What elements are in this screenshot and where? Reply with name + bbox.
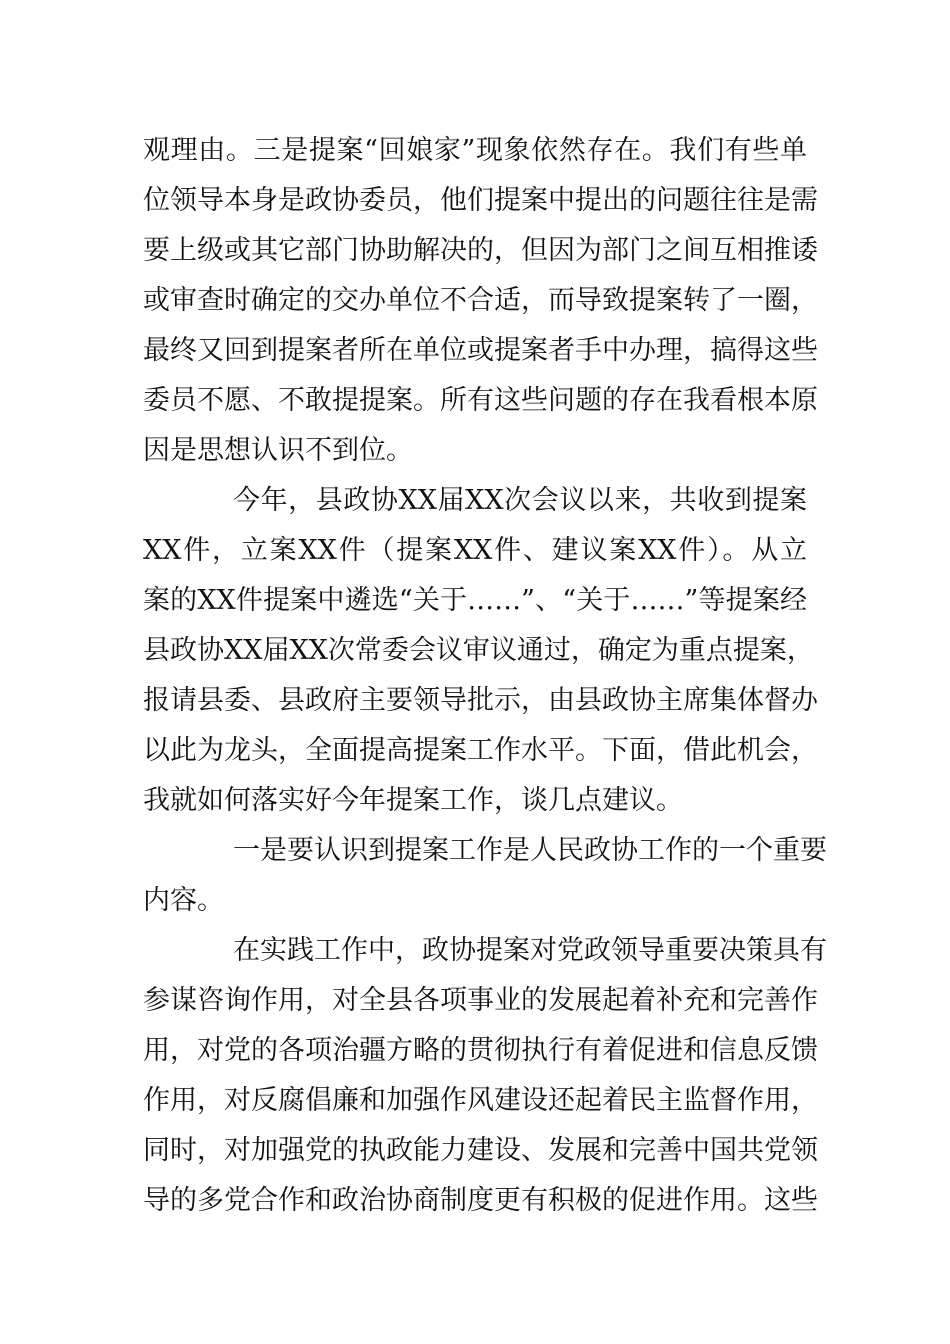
text-line: 或审查时确定的交办单位不合适，而导致提案转了一圈， (143, 285, 818, 316)
text-line: 观理由。三是提案“回娘家”现象依然存在。我们有些单 (143, 135, 807, 166)
section-heading-end: 内容。 (143, 885, 224, 916)
text-line: 报请县委、县政府主要领导批示，由县政协主席集体督办 (143, 685, 818, 716)
text-line: 县政协XX届XX次常委会议审议通过，确定为重点提案， (143, 635, 814, 666)
text-line: 我就如何落实好今年提案工作，谈几点建议。 (143, 785, 683, 816)
text-line: 要上级或其它部门协助解决的，但因为部门之间互相推诿 (143, 235, 818, 266)
paragraph-first-line: 今年，县政协XX届XX次会议以来，共收到提案 (233, 485, 807, 516)
text-line: 委员不愿、不敢提提案。所有这些问题的存在我看根本原 (143, 385, 818, 416)
text-line: 案的XX件提案中遴选“关于……”、“关于……”等提案经 (143, 585, 807, 616)
text-line: 位领导本身是政协委员，他们提案中提出的问题往往是需 (143, 185, 818, 216)
text-line: 最终又回到提案者所在单位或提案者手中办理，搞得这些 (143, 335, 818, 366)
section-heading: 一是要认识到提案工作是人民政协工作的一个重要 (233, 835, 827, 866)
paragraph-first-line: 在实践工作中，政协提案对党政领导重要决策具有 (233, 935, 827, 966)
text-line: 用，对党的各项治疆方略的贯彻执行有着促进和信息反馈 (143, 1035, 818, 1066)
text-line: 作用，对反腐倡廉和加强作风建设还起着民主监督作用， (143, 1085, 818, 1116)
text-line: XX件，立案XX件（提案XX件、建议案XX件）。从立 (143, 535, 807, 566)
text-line: 以此为龙头，全面提高提案工作水平。下面，借此机会， (143, 735, 818, 766)
text-line: 因是思想认识不到位。 (143, 435, 413, 466)
text-line: 参谋咨询作用，对全县各项事业的发展起着补充和完善作 (143, 985, 818, 1016)
text-line: 同时，对加强党的执政能力建设、发展和完善中国共党领 (143, 1135, 818, 1166)
text-line: 导的多党合作和政治协商制度更有积极的促进作用。这些 (143, 1185, 818, 1216)
